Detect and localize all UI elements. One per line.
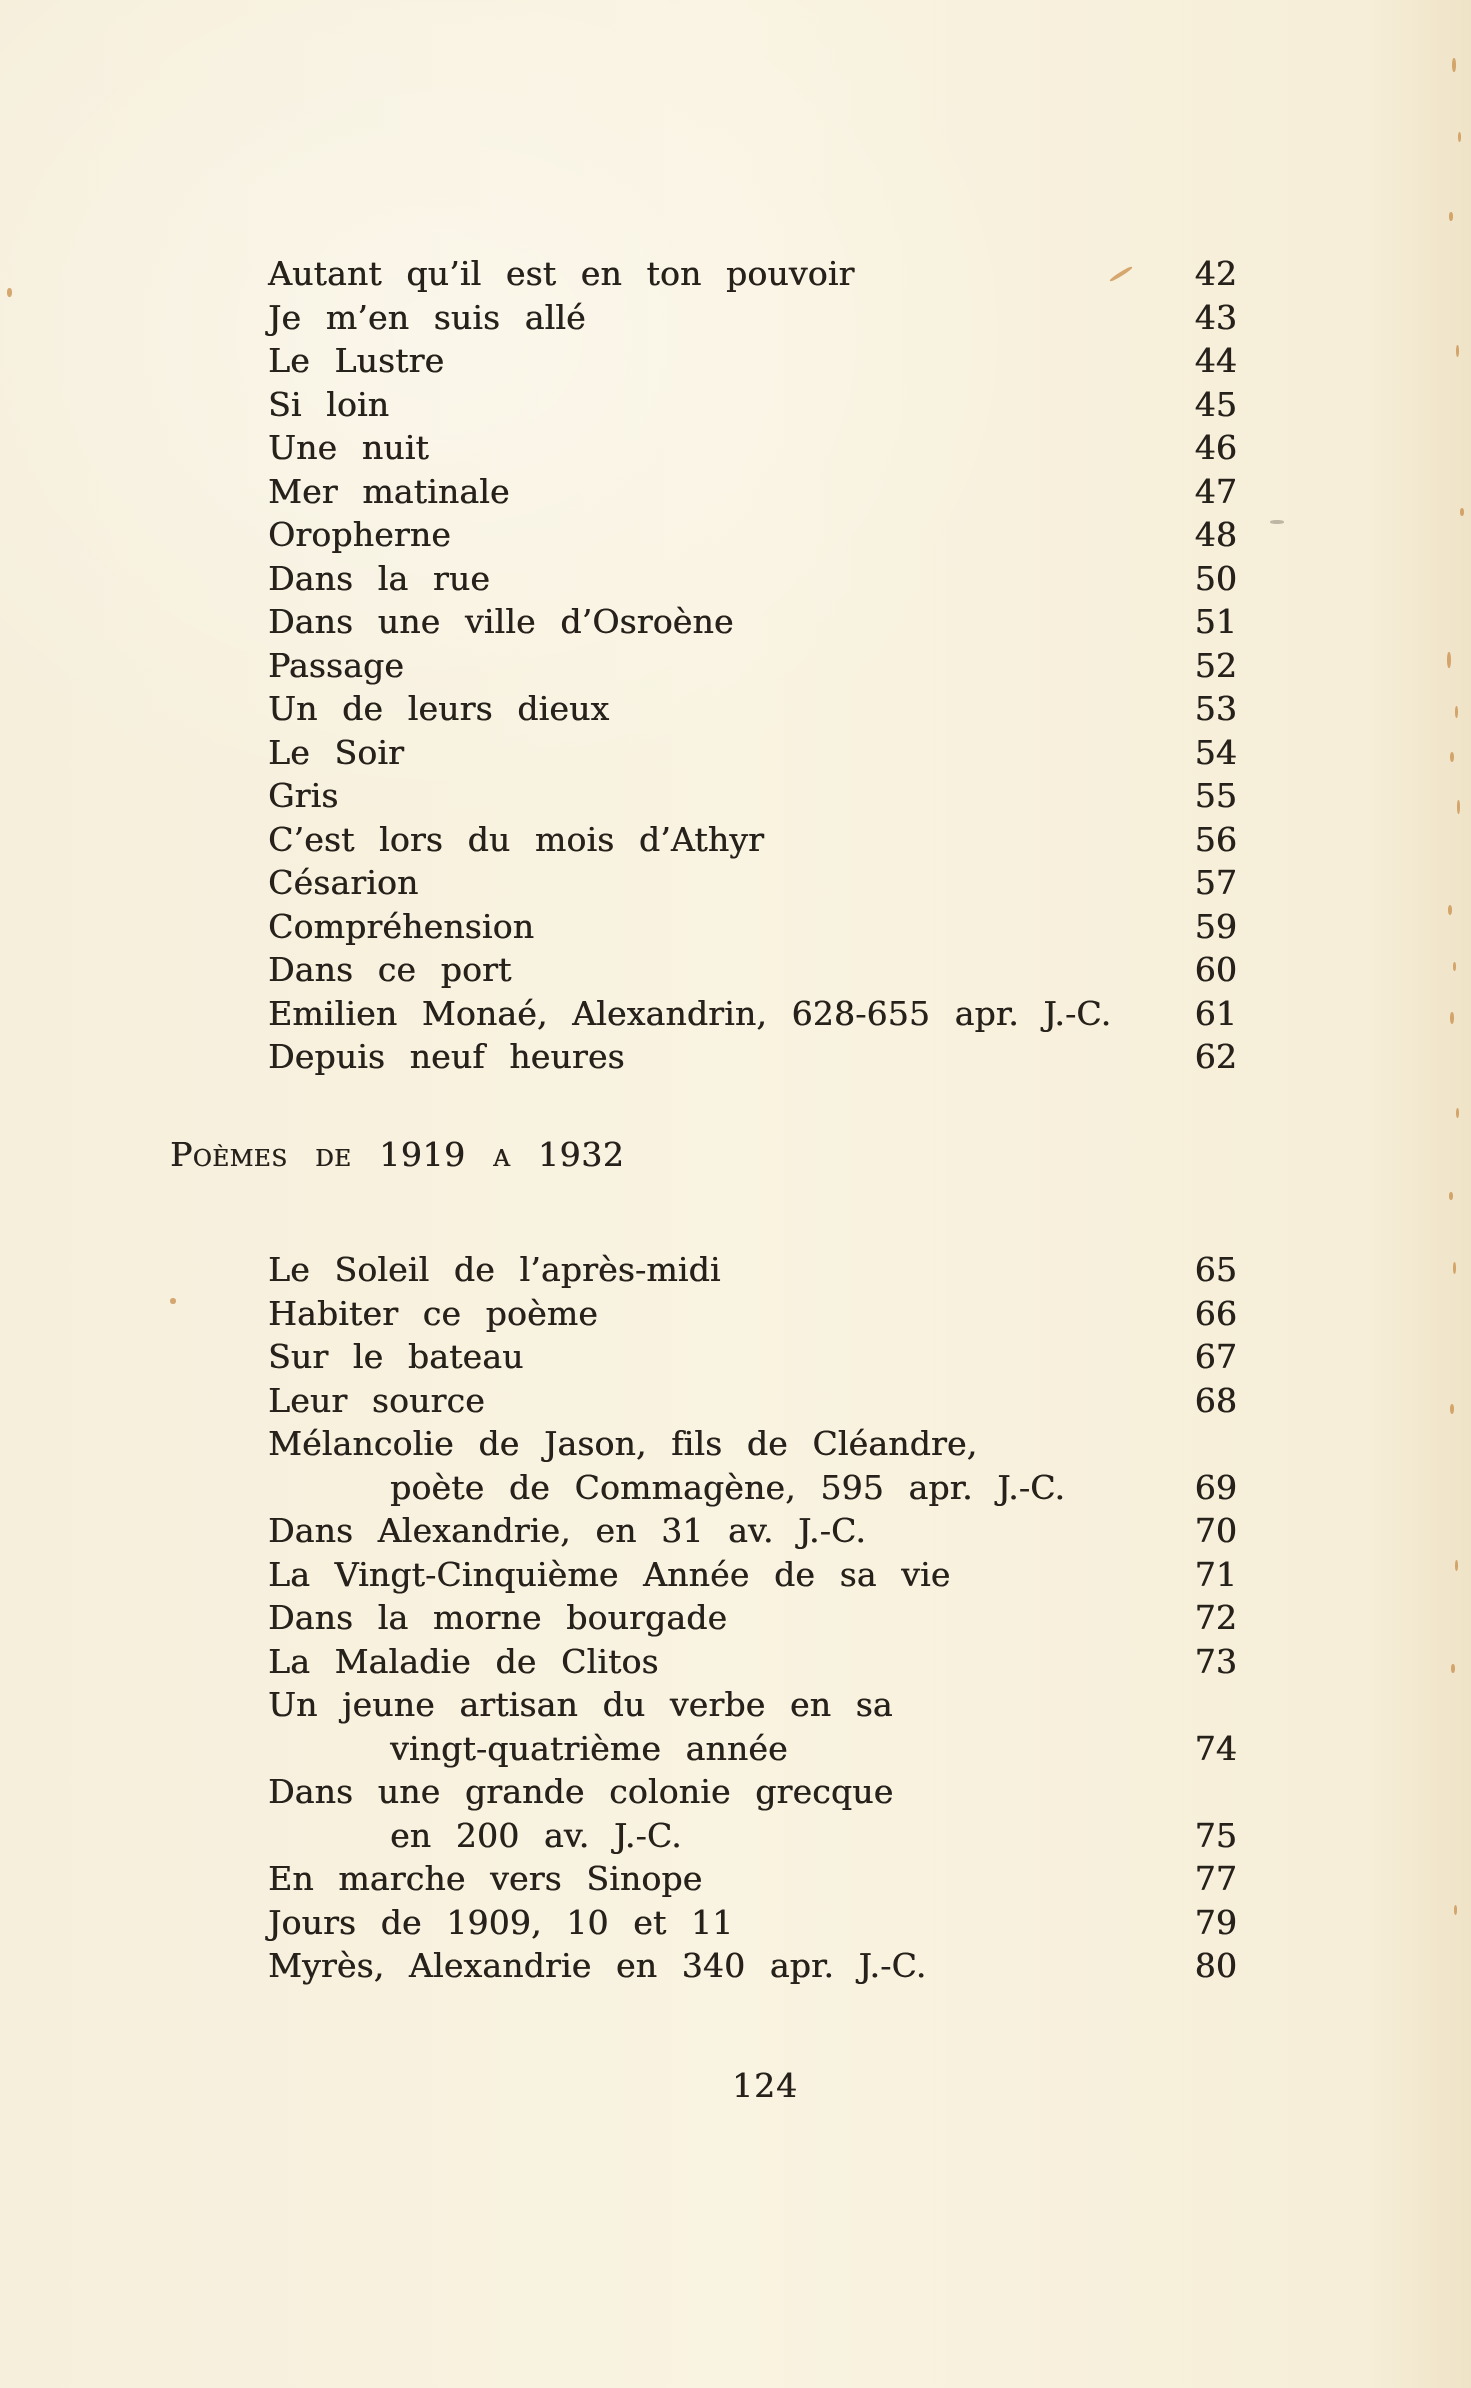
toc-entry-title: Leur source	[268, 1380, 485, 1420]
toc-entry-title: Mer matinale	[268, 471, 510, 511]
toc-entry-title: Dans une ville d’Osroène	[268, 602, 734, 641]
toc-entry-page: 74	[1194, 1728, 1237, 1768]
toc-row	[268, 818, 1237, 862]
paper-speck	[1453, 962, 1456, 971]
toc-row	[268, 1640, 1237, 1684]
toc-row	[268, 557, 1237, 601]
toc-row	[268, 905, 1237, 949]
toc-entry-title: Le Soleil de l’après-midi	[268, 1250, 721, 1289]
paper-speck	[1460, 508, 1464, 516]
toc-entry-page: 68	[1194, 1380, 1237, 1420]
toc-entry-page: 54	[1194, 732, 1237, 772]
toc-entry-title: Dans la morne bourgade	[268, 1598, 728, 1637]
toc-row	[268, 339, 1237, 383]
toc-entry-page: 48	[1194, 515, 1237, 554]
toc-entry-title: Oropherne	[268, 515, 451, 554]
toc-row	[268, 687, 1237, 731]
paper-speck	[1449, 212, 1453, 221]
toc-row	[268, 644, 1237, 688]
paper-speck	[1457, 800, 1460, 814]
toc-entry-page: 66	[1194, 1293, 1237, 1333]
toc-entry-page: 46	[1194, 428, 1237, 467]
toc-entry-title: Dans une grande colonie grecque	[268, 1772, 894, 1811]
toc-section-1	[268, 252, 1237, 1079]
toc-row	[268, 731, 1237, 775]
toc-row	[268, 383, 1237, 427]
toc-entry-title: Mélancolie de Jason, fils de Cléandre,	[268, 1424, 978, 1463]
toc-row	[268, 600, 1237, 644]
toc-entry-title: Dans Alexandrie, en 31 av. J.-C.	[268, 1511, 866, 1550]
paper-speck	[1450, 752, 1454, 762]
toc-entry-page: 45	[1194, 384, 1237, 424]
toc-entry-page: 43	[1194, 297, 1237, 337]
toc-entry-page: 47	[1194, 471, 1237, 511]
toc-entry-page: 61	[1194, 993, 1237, 1033]
toc-entry-page: 42	[1194, 254, 1237, 293]
paper-speck	[1450, 1404, 1454, 1414]
toc-entry-page: 71	[1194, 1554, 1237, 1594]
toc-entry-page: 67	[1194, 1337, 1237, 1376]
toc-entry-title: poète de Commagène, 595 apr. J.-C.	[390, 1467, 1066, 1507]
toc-entry-page: 80	[1194, 1946, 1237, 1985]
toc-entry-page: 75	[1194, 1815, 1237, 1855]
paper-speck	[1451, 1664, 1455, 1673]
toc-row	[268, 861, 1237, 905]
toc-entry-page: 53	[1194, 689, 1237, 728]
toc-row	[268, 296, 1237, 340]
toc-row	[268, 513, 1237, 557]
paper-speck	[1450, 1012, 1454, 1024]
toc-entry-page: 57	[1194, 863, 1237, 902]
toc-row	[268, 1292, 1237, 1336]
page-number-folio: 124	[732, 2066, 798, 2105]
toc-entry-page: 52	[1194, 645, 1237, 685]
toc-entry-page: 69	[1194, 1467, 1237, 1507]
toc-entry-title: Myrès, Alexandrie en 340 apr. J.-C.	[268, 1946, 927, 1985]
toc-row	[268, 1814, 1237, 1858]
toc-row	[268, 1379, 1237, 1423]
toc-row	[268, 1770, 1237, 1814]
toc-entry-title: Passage	[268, 645, 404, 685]
paper-speck	[1448, 905, 1452, 915]
paper-speck	[7, 288, 12, 297]
paper-speck	[1452, 58, 1456, 72]
toc-row	[268, 1466, 1237, 1510]
paper-speck	[1454, 1905, 1457, 1915]
toc-entry-page: 59	[1194, 906, 1237, 946]
toc-entry-title: Habiter ce poème	[268, 1293, 598, 1333]
toc-entry-page: 77	[1194, 1859, 1237, 1898]
toc-row	[268, 1509, 1237, 1553]
section-heading: Poèmes de 1919 a 1932	[170, 1134, 625, 1174]
toc-row	[268, 1035, 1237, 1079]
toc-row	[268, 1248, 1237, 1292]
paper-speck	[1455, 706, 1458, 718]
toc-entry-title: Autant qu’il est en ton pouvoir	[268, 254, 855, 293]
toc-row	[268, 1553, 1237, 1597]
toc-row	[268, 1683, 1237, 1727]
toc-entry-title: La Vingt-Cinquième Année de sa vie	[268, 1554, 951, 1594]
toc-row	[268, 774, 1237, 818]
toc-entry-page: 73	[1194, 1641, 1237, 1681]
toc-entry-title: Si loin	[268, 384, 390, 424]
toc-row	[268, 1727, 1237, 1771]
toc-entry-title: Compréhension	[268, 906, 535, 946]
toc-entry-page: 65	[1194, 1250, 1237, 1289]
toc-entry-page: 72	[1194, 1598, 1237, 1637]
toc-row	[268, 1857, 1237, 1901]
toc-entry-title: Depuis neuf heures	[268, 1037, 625, 1076]
toc-entry-title: C’est lors du mois d’Athyr	[268, 819, 765, 859]
toc-entry-title: Dans ce port	[268, 950, 512, 989]
toc-entry-title: Un de leurs dieux	[268, 689, 610, 728]
toc-row	[268, 1901, 1237, 1945]
paper-speck	[170, 1298, 176, 1304]
toc-row	[268, 252, 1237, 296]
toc-entry-title: La Maladie de Clitos	[268, 1641, 659, 1681]
toc-entry-title: Un jeune artisan du verbe en sa	[268, 1685, 893, 1724]
toc-entry-title: Gris	[268, 776, 339, 815]
toc-entry-title: Le Soir	[268, 732, 404, 772]
toc-entry-title: Le Lustre	[268, 341, 445, 380]
toc-row	[268, 948, 1237, 992]
toc-entry-title: en 200 av. J.-C.	[390, 1815, 682, 1855]
toc-section-2	[268, 1248, 1237, 1988]
paper-speck	[1447, 652, 1451, 668]
toc-entry-page: 55	[1194, 776, 1237, 815]
toc-entry-page: 56	[1194, 819, 1237, 859]
paper-speck	[1270, 520, 1284, 524]
paper-speck	[1455, 1560, 1458, 1571]
toc-entry-page: 79	[1194, 1902, 1237, 1942]
paper-speck	[1458, 132, 1461, 142]
table-of-contents	[170, 252, 1237, 1988]
toc-entry-page: 51	[1194, 602, 1237, 641]
paper-speck	[1456, 1108, 1459, 1118]
paper-speck	[1456, 345, 1459, 357]
toc-row	[268, 470, 1237, 514]
toc-row	[268, 1335, 1237, 1379]
toc-row	[268, 426, 1237, 470]
toc-entry-page: 50	[1194, 558, 1237, 598]
toc-entry-title: vingt-quatrième année	[390, 1728, 788, 1768]
paper-speck	[1449, 1192, 1453, 1200]
toc-entry-title: Jours de 1909, 10 et 11	[268, 1902, 734, 1942]
toc-row	[268, 992, 1237, 1036]
toc-entry-page: 62	[1194, 1037, 1237, 1076]
toc-entry-title: En marche vers Sinope	[268, 1859, 703, 1898]
toc-entry-page: 44	[1194, 341, 1237, 380]
toc-entry-title: Dans la rue	[268, 558, 491, 598]
toc-entry-title: Emilien Monaé, Alexandrin, 628-655 apr. J.-C.	[268, 993, 1112, 1033]
toc-entry-page: 60	[1194, 950, 1237, 989]
toc-row	[268, 1944, 1237, 1988]
toc-entry-title: Une nuit	[268, 428, 429, 467]
toc-entry-title: Je m’en suis allé	[268, 297, 586, 337]
paper-speck	[1453, 1262, 1456, 1274]
toc-entry-page: 70	[1194, 1511, 1237, 1550]
toc-entry-title: Césarion	[268, 863, 419, 902]
toc-row	[268, 1596, 1237, 1640]
toc-entry-title: Sur le bateau	[268, 1337, 524, 1376]
toc-row	[268, 1422, 1237, 1466]
